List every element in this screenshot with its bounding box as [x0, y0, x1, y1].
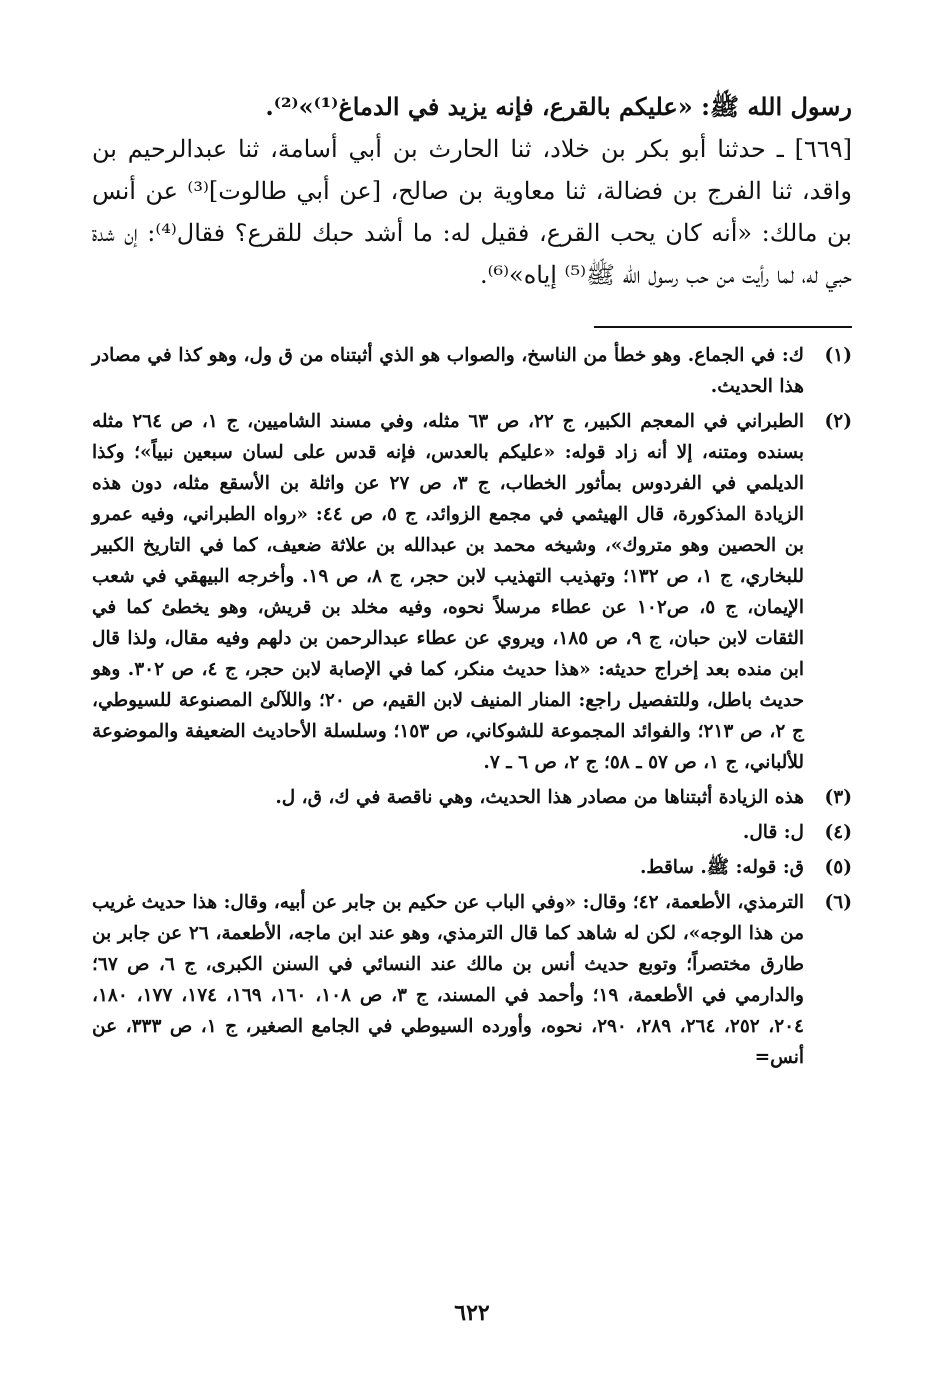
footnote-separator: [594, 326, 852, 328]
footnote-number: (٥): [824, 857, 852, 878]
footnote-item: [92, 852, 852, 883]
footnote-item: [92, 887, 852, 1073]
page-number: ٦٢٢: [454, 1300, 490, 1326]
footnote-text: الترمذي، الأطعمة، ٤٢؛ وقال: «وفي الباب عن حكيم بن جابر عن أبيه، وقال: هذا حديث غريب من هذا الوجه»، لكن له شاهد كما قال الترمذي، وهو عند ابن ماجه، الأطعمة، ٢٦ عن جابر بن طارق مختصراً؛ وتوبع حديث أنس بن مالك عند النسائي في السنن الكبرى، ج ٦، ص ٦٧؛ والدارمي في الأطعمة، ١٩؛ وأحمد في المسند، ج ٣، ص ١٠٨، ١٦٠، ١٦٩، ١٧٤، ١٧٧، ١٨٠، ٢٠٤، ٢٥٢، ٢٦٤، ٢٨٩، ٢٩٠، نحوه، وأورده السيوطي في الجامع الصغير، ج ١، ص ٣٣٣، عن أنس=: [92, 892, 805, 1068]
footnote-item: [92, 340, 852, 402]
footnote-text: هذه الزيادة أثبتناها من مصادر هذا الحديث، وهي ناقصة في ك، ق، ل.: [275, 787, 804, 808]
footnote-text: ل: قال.: [742, 822, 804, 843]
book-page: [92, 86, 852, 1376]
main-text-line: رسول الله ﷺ: «عليكم بالقرع، فإنه يزيد في الدماغ⁽¹⁾»⁽²⁾.: [265, 92, 852, 121]
footnotes: [92, 340, 852, 1073]
footnote-item: [92, 406, 852, 778]
footnote-number: (٢): [824, 411, 852, 432]
footnote-number: (٣): [824, 787, 852, 808]
hadith-paragraph: [٦٦٩] ـ حدثنا أبو بكر بن خلاد، ثنا الحارث بن أبي أسامة، ثنا عبدالرحيم بن واقد، ثنا الفرج بن فضالة، ثنا معاوية بن صالح، [عن أبي طالوت]⁽³⁾ عن أنس بن مالك: «أنه كان يحب القرع، فقيل له: ما أشد حبك للقرع؟ فقال⁽⁴⁾: إن شدة حبي له، لما رأيت من حب رسول الله ﷺ⁽⁵⁾ إياه»⁽⁶⁾.: [92, 135, 852, 289]
footnote-text: ق: قوله: ﷺ. ساقط.: [639, 857, 804, 878]
footnote-text: ك: في الجماع. وهو خطأ من الناسخ، والصواب هو الذي أثبتناه من ق ول، وهو كذا في مصادر هذا الحديث.: [92, 345, 804, 397]
footnote-number: (٤): [824, 822, 852, 843]
footnote-text: الطبراني في المعجم الكبير، ج ٢٢، ص ٦٣ مثله، وفي مسند الشاميين، ج ١، ص ٢٦٤ مثله بسنده ومتنه، إلا أنه زاد قوله: «عليكم بالعدس، فإنه قدس على لسان سبعين نبياً»؛ وكذا الديلمي في الفردوس بمأثور الخطاب، ج ٣، ص ٢٧ عن واثلة بن الأسقع مثله، دون هذه الزيادة المذكورة، قال الهيثمي في مجمع الزوائد، ج ٥، ص ٤٤: «رواه الطبراني، وفيه عمرو بن الحصين وهو متروك»، وشيخه محمد بن عبدالله بن علاثة ضعيف، كما في التاريخ الكبير للبخاري، ج ١، ص ١٣٢؛ وتهذيب التهذيب لابن حجر، ج ٨، ص ١٩. وأخرجه البيهقي في شعب الإيمان، ج ٥، ص١٠٢ عن عطاء مرسلاً نحوه، وفيه مخلد بن قريش، وهو يخطئ كما في الثقات لابن حبان، ج ٩، ص ١٨٥، ويروي عن عطاء عبدالرحمن بن دلهم وفيه مقال، ولذا قال ابن منده بعد إخراج حديثه: «هذا حديث منكر، كما في الإصابة لابن حجر، ج ٤، ص ٣٠٢. وهو حديث باطل، وللتفصيل راجع: المنار المنيف لابن القيم، ص ٢٠؛ واللآلئ المصنوعة للسيوطي، ج ٢، ص ٢١٣؛ والفوائد المجموعة للشوكاني، ص ١٥٣؛ وسلسلة الأحاديث الضعيفة والموضوعة للألباني، ج ١، ص ٥٧ ـ ٥٨؛ ج ٢، ص ٦ ـ ٧.: [92, 411, 805, 773]
footnote-item: [92, 782, 852, 813]
footnote-item: [92, 817, 852, 848]
footnote-number: (١): [824, 345, 852, 366]
main-text: [92, 86, 852, 296]
footnote-number: (٦): [824, 892, 852, 913]
